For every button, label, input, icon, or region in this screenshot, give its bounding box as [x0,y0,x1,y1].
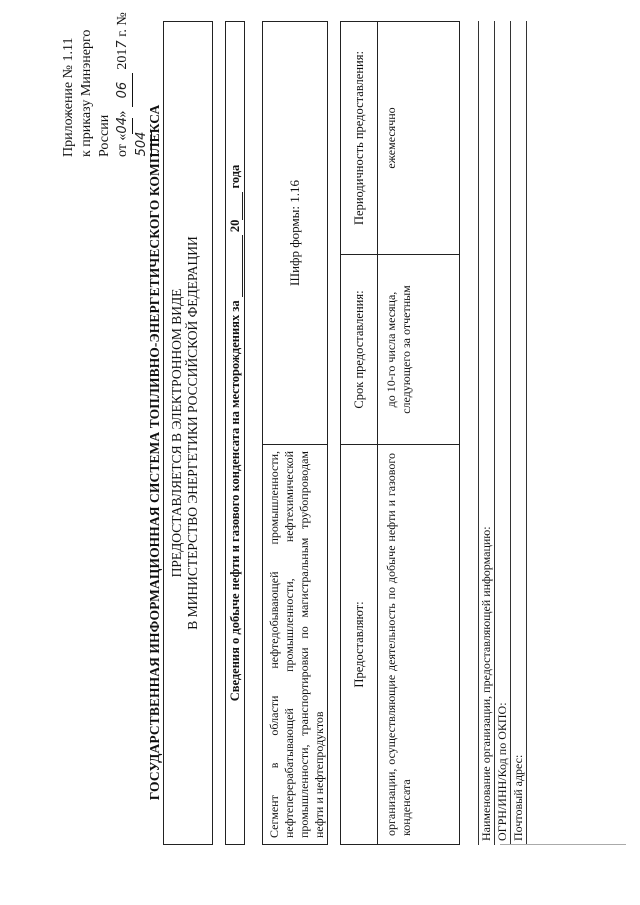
year-blank[interactable] [229,192,243,220]
info-col-value: организации, осуществляющие деятельность по добыче нефти и газового конденсата [384,453,413,836]
main-title: ГОСУДАРСТВЕННАЯ ИНФОРМАЦИОННАЯ СИСТЕМА ТОПЛИВНО-ЭНЕРГЕТИЧЕСКОГО КОМПЛЕКСА [147,104,162,801]
order-number: 504 [133,131,152,157]
margin-rule [500,844,626,845]
info-col-value: ежемесячно [384,107,398,169]
appendix-date: от «04» 06 2017 г. № 504 [114,0,152,157]
info-col-deadline [341,254,459,444]
submission-line-2: В МИНИСТЕРСТВО ЭНЕРГЕТИКИ РОССИЙСКОЙ ФЕДЕРАЦИИ [185,236,200,630]
date-day: 04 [114,118,133,134]
info-col-value: до 10-го числа месяца, следующего за отчетным [384,285,413,414]
date-month: 06 [114,73,133,107]
ogrn-label: ОГРН/ИНН/Код по ОКПО: [495,702,509,841]
submission-line-1: ПРЕДОСТАВЛЯЕТСЯ В ЭЛЕКТРОННОМ ВИДЕ [169,288,184,578]
org-field-rule [510,21,511,845]
report-title-box [225,21,245,845]
segment-description: Сегмент в области нефтедобывающей промышленности, нефтеперерабатывающей промышленности, нефтехимической промышленности, транспортировки по магистральным трубопроводам нефти и нефтепродуктов [263,444,327,844]
period-blank[interactable] [229,235,243,297]
report-year-suffix: года [228,164,242,189]
address-label: Почтовый адрес: [511,754,525,841]
report-title-text: Сведения о добыче нефти и газового конденсата на месторождениях за [228,300,242,702]
info-col-header: Предоставляют: [341,445,378,844]
org-field-rule [526,21,527,845]
form-code: Шифр формы: 1.16 [287,179,302,287]
info-col-header: Периодичность предоставления: [341,22,378,254]
info-col-frequency [341,22,459,254]
org-name-label: Наименование организации, предоставляющей информацию: [479,526,493,841]
segment-box [262,21,328,845]
info-col-submitters [341,444,459,844]
appendix-order: к приказу Минэнерго России [79,29,112,157]
submission-box [163,21,213,845]
info-table [340,21,460,845]
appendix-number: Приложение № 1.11 [61,37,76,157]
report-year-prefix: 20 [228,219,242,233]
date-year-digit: 7 [115,40,130,49]
appendix-block [60,0,152,157]
info-col-header: Срок предоставления: [341,255,378,444]
